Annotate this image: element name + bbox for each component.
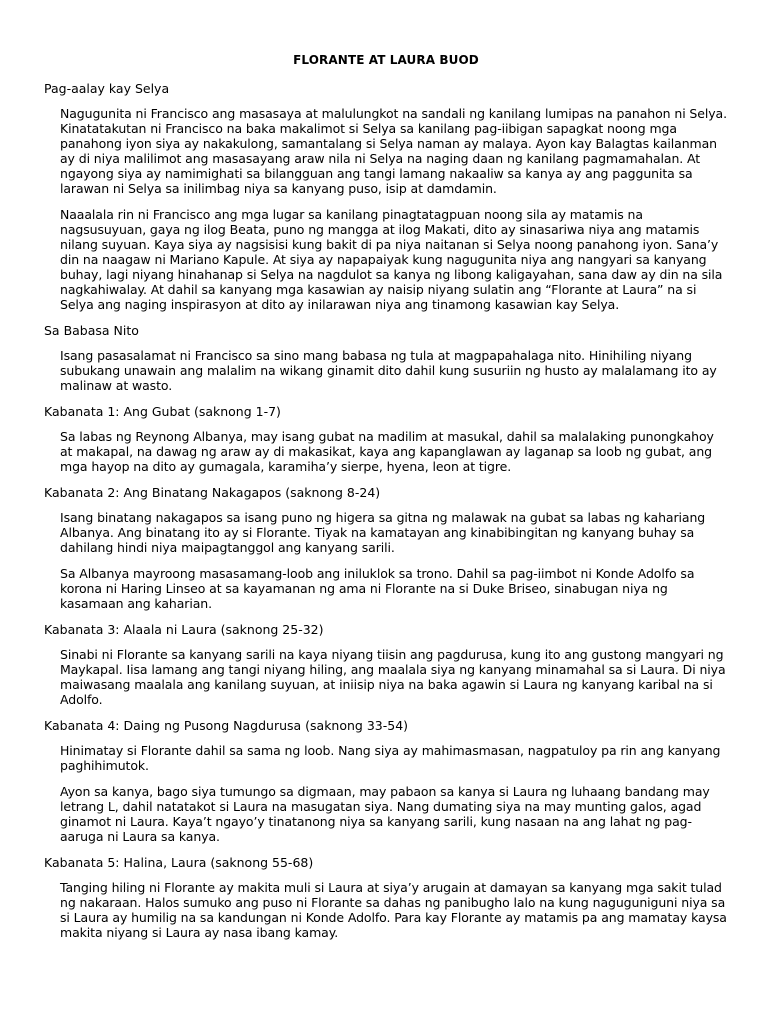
section-sa-babasa [44,323,728,393]
section-heading: Kabanata 2: Ang Binatang Nakagapos (saknong 8-24) [44,485,381,500]
paragraph: Naaalala rin ni Francisco ang mga lugar sa kanilang pinagtatagpuan noong sila ay matamis na nagsusuyuan, gaya ng ilog Beata, puno ng mangga at ilog Makati, dito ay sinasariwa niya ang matamis nilang suyuan. Kaya siya ay nagsisisi kung bakit di pa niya naitanan si Selya noong panahong iyon. Sana’y din na naagaw ni Mariano Kapule. At siya ay napapaiyak kung nagugunita niya ang nangyari sa kanyang buhay, lagi niyang hinahanap si Selya na nagdulot sa kanya ng libong kaligayahan, sana daw ay din na sila nagkahiwalay. At dahil sa kanyang mga kasawian ay naisip niyang sulatin ang “Florante at Laura” na si Selya ang naging inspirasyon at dito ay inilarawan niya ang tinamong kasawian kay Selya. [60,207,723,312]
section-kabanata-2 [44,485,728,611]
section-heading: Kabanata 5: Halina, Laura (saknong 55-68) [44,855,314,870]
section-heading: Kabanata 3: Alaala ni Laura (saknong 25-32) [44,622,324,637]
section-heading: Pag-aalay kay Selya [44,81,170,96]
paragraph: Sa labas ng Reynong Albanya, may isang gubat na madilim at masukal, dahil sa malalaking punongkahoy at makapal, na dawag ng araw ay di makasikat, kaya ang kapanglawan ay laganap sa loob ng gubat, ang mga hayop na dito ay gumagala, karamiha’y sierpe, hyena, leon at tigre. [60,429,714,474]
section-kabanata-1 [44,404,728,474]
paragraph: Isang binatang nakagapos sa isang puno ng higera sa gitna ng malawak na gubat sa labas ng kahariang Albanya. Ang binatang ito ay si Florante. Tiyak na kamatayan ang kinabibingitan ng kanyang buhay sa dahilang hindi niya maipagtanggol ang kanyang sarili. [60,510,706,555]
section-heading: Sa Babasa Nito [44,323,139,338]
section-kabanata-3 [44,622,728,707]
paragraph: Nagugunita ni Francisco ang masasaya at malulungkot na sandali ng kanilang lumipas na panahon ni Selya. Kinatatakutan ni Francisco na baka makalimot si Selya sa kanilang pag-iibigan sapagkat noong mga panahong iyon siya ay nakakulong, samantalang si Selya naman ay malaya. Ayon kay Balagtas kailanman ay di niya malilimot ang masasayang araw nila ni Selya na naging daan ng kanilang pagmamahalan. At ngayong siya ay namimighati sa bilangguan ang tangi lamang nakaaliw sa kanya ay ang paggunita sa larawan ni Selya sa inilimbag niya sa kanyang puso, isip at damdamin. [60,106,727,196]
paragraph: Sinabi ni Florante sa kanyang sarili na kaya niyang tiisin ang pagdurusa, kung ito ang gustong mangyari ng Maykapal. Iisa lamang ang tangi niyang hiling, ang maalala siya ng kanyang minamahal sa si Laura. Di niya maiwasang maalala ang kanilang suyuan, at iniisip niya na baka agawin si Laura ng kanyang karibal na si Adolfo. [60,647,726,707]
paragraph: Hinimatay si Florante dahil sa sama ng loob. Nang siya ay mahimasmasan, nagpatuloy pa rin ang kanyang paghihimutok. [60,743,721,773]
section-kabanata-4 [44,718,728,844]
section-kabanata-5 [44,855,728,940]
paragraph: Tanging hiling ni Florante ay makita muli si Laura at siya’y arugain at damayan sa kanyang mga sakit tulad ng nakaraan. Halos sumuko ang puso ni Florante sa dahas ng panibugho lalo na kung naguguniguni niya sa si Laura ay humilig na sa kandungan ni Konde Adolfo. Para kay Florante ay matamis pa ang mamatay kaysa makita niyang si Laura ay nasa ibang kamay. [60,880,727,940]
section-heading: Kabanata 1: Ang Gubat (saknong 1-7) [44,404,281,419]
paragraph: Ayon sa kanya, bago siya tumungo sa digmaan, may pabaon sa kanya si Laura ng luhaang bandang may letrang L, dahil natatakot si Laura na masugatan siya. Nang dumating siya na may munting galos, agad ginamot ni Laura. Kaya’t ngayo’y tinatanong niya sa kanyang sarili, kung nasaan na ang lahat ng pag-aaruga ni Laura sa kanya. [60,784,710,844]
section-heading: Kabanata 4: Daing ng Pusong Nagdurusa (saknong 33-54) [44,718,409,733]
section-pag-aalay [44,81,728,312]
paragraph: Sa Albanya mayroong masasamang-loob ang iniluklok sa trono. Dahil sa pag-iimbot ni Konde Adolfo sa korona ni Haring Linseo at sa kayamanan ng ama ni Florante na si Duke Briseo, sinabugan niya ng kasamaan ang kaharian. [60,566,695,611]
paragraph: Isang pasasalamat ni Francisco sa sino mang babasa ng tula at magpapahalaga nito. Hinihiling niyang subukang unawain ang malalim na wikang ginamit dito dahil kung susuriin ng husto ay malalamang ito ay malinaw at wasto. [60,348,717,393]
document-title: FLORANTE AT LAURA BUOD [293,53,479,67]
